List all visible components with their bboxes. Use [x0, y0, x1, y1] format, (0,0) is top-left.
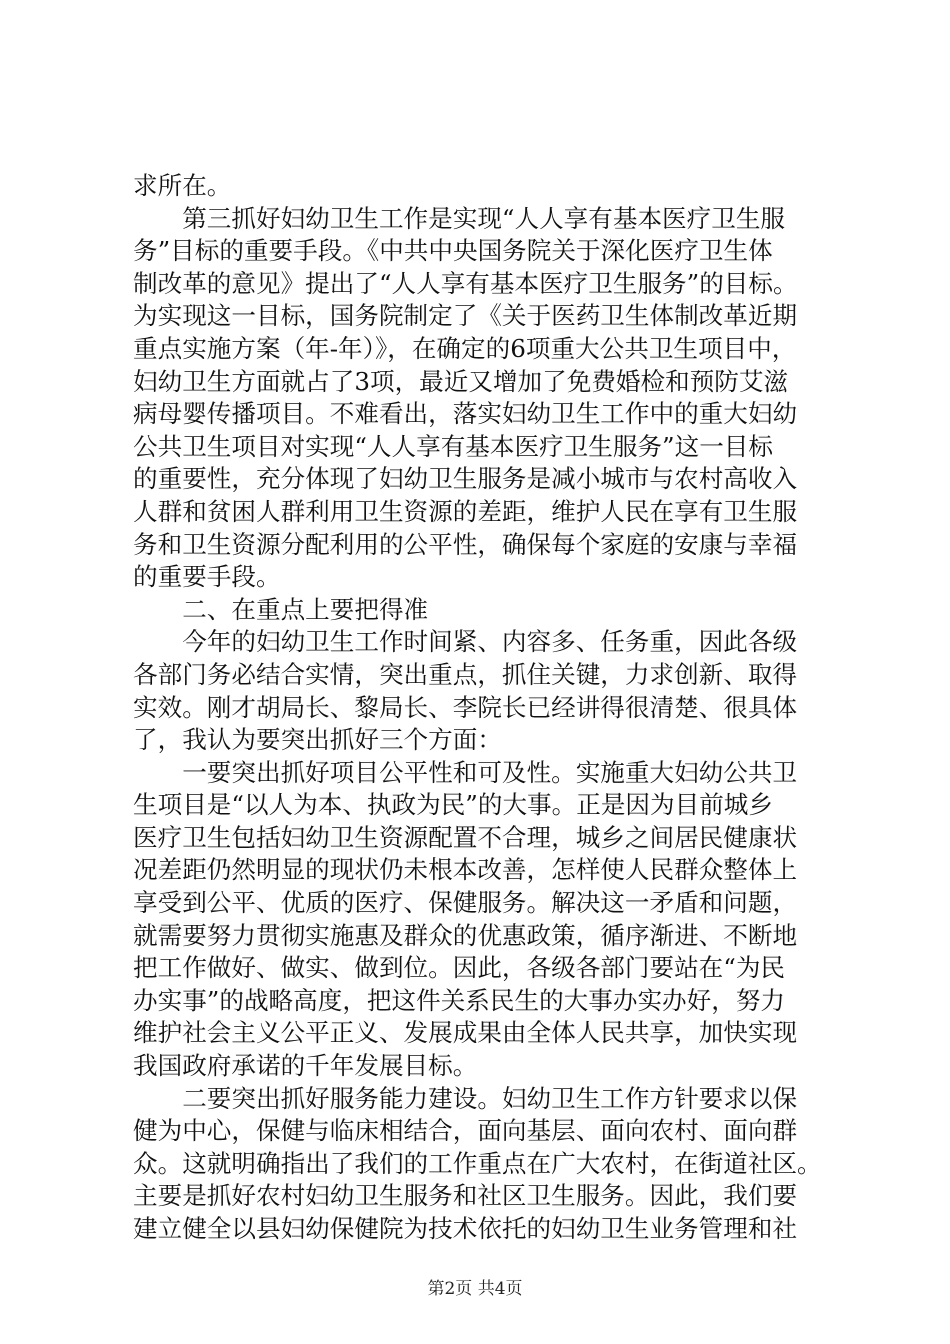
text-line: 病母婴传播项目。不难看出，落实妇幼卫生工作中的重大妇幼 — [133, 399, 798, 429]
text-line: 重点实施方案（年-年）》，在确定的6项重大公共卫生项目中， — [133, 333, 797, 363]
text-line: 建立健全以县妇幼保健院为技术依托的妇幼卫生业务管理和社 — [133, 1214, 798, 1243]
text-line: 一要突出抓好项目公平性和可及性。实施重大妇幼公共卫 — [133, 757, 798, 787]
text-line: 维护社会主义公平正义、发展成果由全体人民共享，加快实现 — [133, 1018, 798, 1048]
document-body — [133, 170, 833, 1246]
text-line: 众。这就明确指出了我们的工作重点在广大农村，在街道社区。 — [133, 1148, 822, 1178]
text-line: 公共卫生项目对实现“人人享有基本医疗卫生服务”这一目标 — [133, 431, 773, 461]
text-line: 各部门务必结合实情，突出重点，抓住关键，力求创新、取得 — [133, 659, 798, 689]
text-line: 办实事”的战略高度，把这件关系民生的大事办实办好，努力 — [133, 985, 786, 1015]
text-line: 健为中心，保健与临床相结合，面向基层、面向农村、面向群 — [133, 1116, 798, 1146]
text-line: 务”目标的重要手段。《中共中央国务院关于深化医疗卫生体 — [133, 236, 773, 266]
text-line: 二要突出抓好服务能力建设。妇幼卫生工作方针要求以保 — [133, 1083, 798, 1113]
text-line: 的重要手段。 — [133, 562, 281, 592]
text-line: 二、在重点上要把得准 — [133, 594, 429, 624]
text-line: 就需要努力贯彻实施惠及群众的优惠政策，循序渐进、不断地 — [133, 920, 798, 950]
text-line: 把工作做好、做实、做到位。因此，各级各部门要站在“为民 — [133, 953, 786, 983]
text-line: 享受到公平、优质的医疗、保健服务。解决这一矛盾和问题， — [133, 888, 798, 918]
text-line: 妇幼卫生方面就占了3项，最近又增加了免费婚检和预防艾滋 — [133, 366, 789, 396]
text-line: 求所在。 — [133, 171, 232, 200]
text-line: 实效。刚才胡局长、黎局长、李院长已经讲得很清楚、很具体 — [133, 692, 798, 722]
text-line: 况差距仍然明显的现状仍未根本改善，怎样使人民群众整体上 — [133, 855, 798, 885]
text-line: 我国政府承诺的千年发展目标。 — [133, 1051, 478, 1081]
text-line: 了，我认为要突出抓好三个方面： — [133, 725, 502, 755]
text-line: 今年的妇幼卫生工作时间紧、内容多、任务重，因此各级 — [133, 627, 798, 657]
text-line: 的重要性，充分体现了妇幼卫生服务是减小城市与农村高收入 — [133, 464, 798, 494]
page-footer: 第2页 共4页 — [427, 1279, 523, 1299]
text-line: 生项目是“以人为本、执政为民”的大事。正是因为目前城乡 — [133, 790, 773, 820]
text-line: 人群和贫困人群利用卫生资源的差距，维护人民在享有卫生服 — [133, 496, 798, 526]
text-line: 务和卫生资源分配利用的公平性，确保每个家庭的安康与幸福 — [133, 529, 798, 559]
text-line: 制改革的意见》提出了“人人享有基本医疗卫生服务”的目标。 — [133, 268, 798, 298]
text-line: 主要是抓好农村妇幼卫生服务和社区卫生服务。因此，我们要 — [133, 1181, 798, 1211]
text-line: 第三抓好妇幼卫生工作是实现“人人享有基本医疗卫生服 — [133, 203, 786, 233]
text-line: 医疗卫生包括妇幼卫生资源配置不合理，城乡之间居民健康状 — [133, 822, 798, 852]
text-line: 为实现这一目标，国务院制定了《关于医药卫生体制改革近期 — [133, 301, 798, 331]
